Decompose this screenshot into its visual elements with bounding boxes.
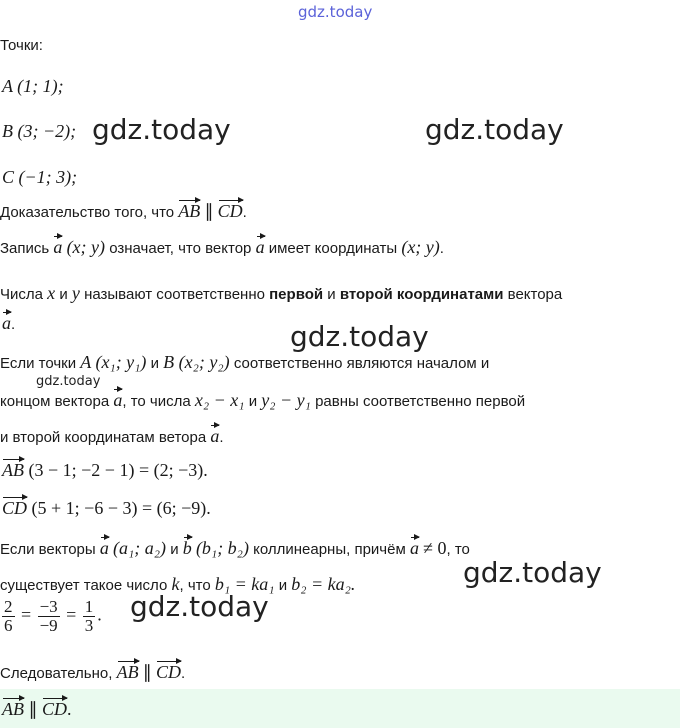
that: , что xyxy=(179,577,211,594)
ab-calc: (3 − 1; −2 − 1) = (2; −3). xyxy=(28,460,208,480)
and-word-3: и xyxy=(150,355,159,372)
vector-word: вектора xyxy=(507,286,563,303)
x-diff: x₂ − x₁ xyxy=(194,390,245,410)
b1-eq: b₁ = ka₁ xyxy=(214,574,275,594)
period-2: . xyxy=(439,240,444,257)
vector-ab: AB xyxy=(178,201,201,221)
fraction-2: $\frac{-3}{-9}$ xyxy=(39,597,58,635)
parallel-sign-3: ∥ xyxy=(28,699,38,719)
answer-line xyxy=(2,699,72,720)
zapis-coords: (x; y) xyxy=(66,237,106,257)
watermark-small: gdz.today xyxy=(36,374,101,389)
eq-2: = xyxy=(66,604,77,625)
fraction-line xyxy=(0,598,102,635)
numbers-mid: называют соответственно xyxy=(84,286,265,303)
answer-highlight xyxy=(0,689,680,728)
if-points-line xyxy=(0,352,489,374)
var-y: y xyxy=(71,283,80,303)
points-label: Точки: xyxy=(0,37,43,54)
point-b: B (3; −2); xyxy=(2,121,77,141)
and-word: и xyxy=(59,286,68,303)
and-word-4: и xyxy=(248,393,258,410)
watermark-top: gdz.today xyxy=(298,3,373,21)
if-vectors-line xyxy=(0,538,470,560)
a-coords: (a₁; a₂) xyxy=(113,538,167,558)
fraction-1: $\frac{2}{6}$ xyxy=(4,597,13,635)
and-word-2: и xyxy=(327,286,336,303)
vector-a: a xyxy=(53,237,63,257)
vector-cd-2: CD xyxy=(2,498,28,518)
var-x: x xyxy=(47,283,56,303)
period-4: . xyxy=(219,429,224,446)
vector-ab-3: AB xyxy=(116,662,139,682)
ab-calc-line xyxy=(2,460,208,481)
watermark-3: gdz.today xyxy=(290,320,429,353)
and-word-6: и xyxy=(278,577,288,594)
vector-a-6: a xyxy=(99,538,109,558)
if-suffix: соответственно являются началом и xyxy=(233,355,490,372)
vector-cd-4: CD xyxy=(42,699,68,719)
zapis-line xyxy=(0,237,444,259)
proof-line xyxy=(0,201,247,223)
and-word-5: и xyxy=(170,541,179,558)
second-coords-words: второй координатами xyxy=(339,286,504,303)
parallel-sign-2: ∥ xyxy=(142,662,152,682)
vector-a-5: a xyxy=(210,426,220,446)
period: . xyxy=(242,204,247,221)
parallel-sign: ∥ xyxy=(204,201,214,221)
cd-calc-line xyxy=(2,498,211,519)
zapis-suffix: имеет координаты xyxy=(268,240,398,257)
b2-eq: b₂ = ka₂. xyxy=(291,574,356,594)
collinear: коллинеарны, причём xyxy=(253,541,406,558)
vector-a-2: a xyxy=(255,237,265,257)
watermark-2: gdz.today xyxy=(425,113,564,146)
zapis-mid: означает, что вектор xyxy=(109,240,252,257)
comma-then: , то xyxy=(446,541,470,558)
end-mid: , то числа xyxy=(122,393,191,410)
point-b-general: B (x₂; y₂) xyxy=(163,352,230,372)
if-points: Если точки xyxy=(0,355,77,372)
end-suffix: равны соответственно первой xyxy=(315,393,526,410)
y-diff: y₂ − y₁ xyxy=(261,390,311,410)
vector-a-7: a xyxy=(409,538,419,558)
eq-1: = xyxy=(20,604,32,625)
watermark-5: gdz.today xyxy=(130,590,269,623)
point-c: C (−1; 3); xyxy=(2,167,78,187)
point-a: A (1; 1); xyxy=(2,76,64,96)
vector-cd: CD xyxy=(217,201,243,221)
vector-cd-3: CD xyxy=(155,662,181,682)
point-a-general: A (x₁; y₁) xyxy=(80,352,147,372)
proof-prefix: Доказательство того, что xyxy=(0,204,175,221)
vector-a-4: a xyxy=(113,390,123,410)
vector-ab-2: AB xyxy=(2,460,24,480)
zapis-coords-2: (x; y) xyxy=(401,237,440,257)
numbers-prefix: Числа xyxy=(0,286,43,303)
watermark-4: gdz.today xyxy=(463,556,602,589)
end-line xyxy=(0,390,525,412)
numbers-line-2 xyxy=(2,313,15,335)
period-6: . xyxy=(180,665,186,682)
fraction-3: $\frac{1}{3}$ xyxy=(84,597,94,635)
cd-calc: (5 + 1; −6 − 3) = (6; −9). xyxy=(31,498,211,518)
therefore: Следовательно, xyxy=(0,665,113,682)
first-word: первой xyxy=(269,286,324,303)
watermark-1: gdz.today xyxy=(92,113,231,146)
period-5: . xyxy=(97,604,102,625)
end-prefix: концом вектора xyxy=(0,393,110,410)
second-line: и второй координатам ветора xyxy=(0,429,207,446)
numbers-line xyxy=(0,283,562,305)
vector-ab-4: AB xyxy=(2,699,24,719)
exists: существует такое число xyxy=(0,577,168,594)
vector-b: b xyxy=(182,538,192,558)
vector-a-3: a xyxy=(2,313,11,333)
zapis-prefix: Запись xyxy=(0,240,50,257)
b-coords: (b₁; b₂) xyxy=(195,538,249,558)
therefore-line xyxy=(0,662,185,684)
if-vectors: Если векторы xyxy=(0,541,96,558)
var-k: k xyxy=(171,574,180,594)
not-zero: ≠ 0 xyxy=(423,538,447,558)
period-7: . xyxy=(67,699,72,719)
period-3: . xyxy=(11,316,16,333)
second-coords-line xyxy=(0,426,224,448)
